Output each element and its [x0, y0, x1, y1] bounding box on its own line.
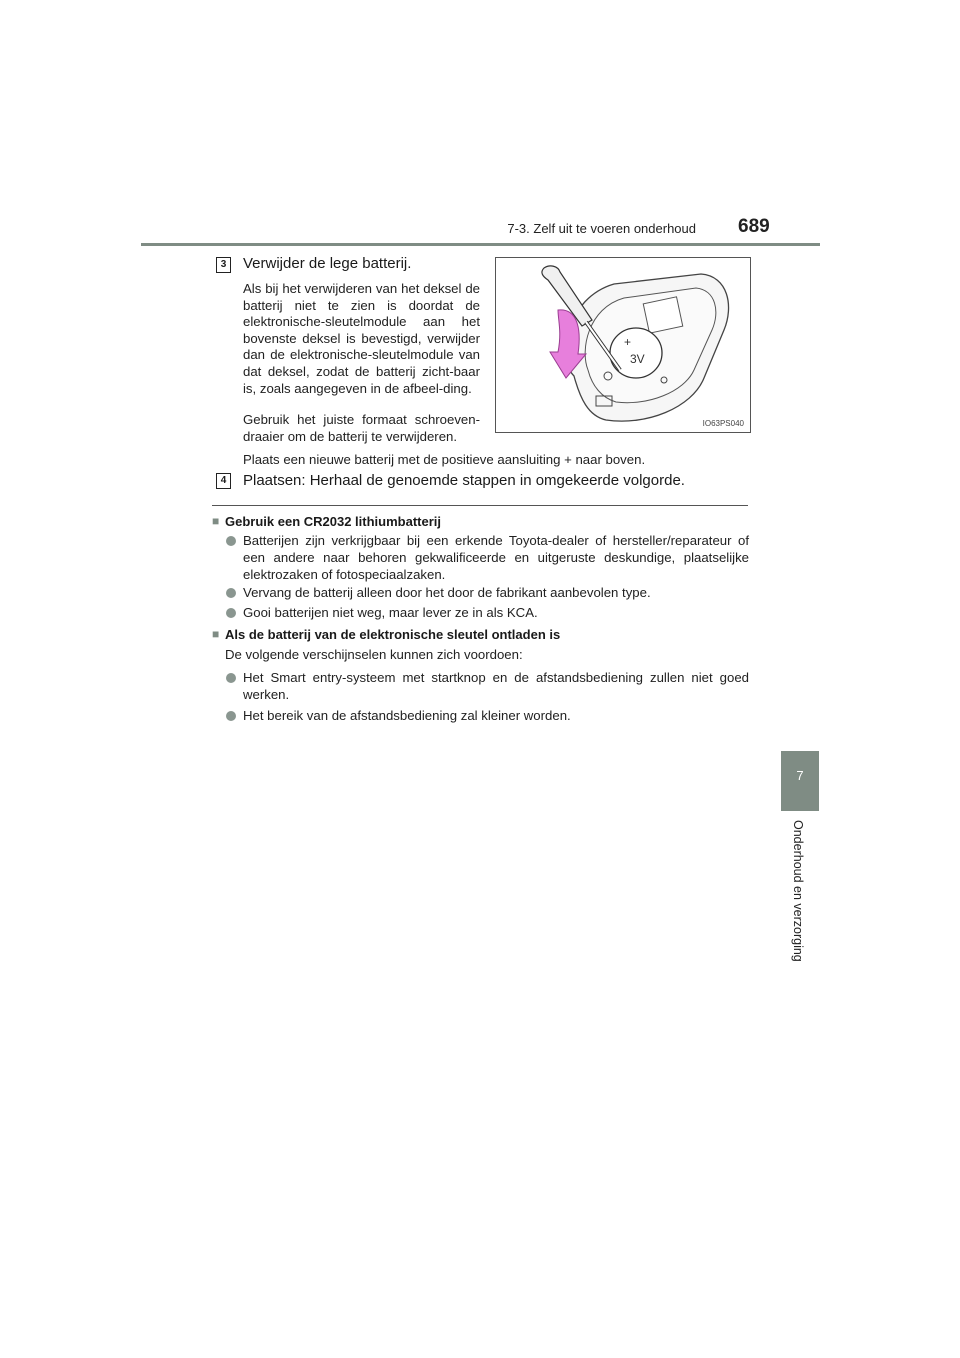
step-3-paragraph-3: Plaats een nieuwe batterij met de positieve aansluiting + naar boven.: [243, 452, 646, 467]
note-2-bullet: ■: [212, 627, 220, 641]
note-1-bullet: ■: [212, 514, 220, 528]
note-1-item-1: Batterijen zijn verkrijgbaar bij een erkende Toyota-dealer of hersteller/reparateur of een andere naar behoren gekwalificeerde en uitgeruste deskundige, plaatselijke elektrozaken of fotospeciaalzaken.: [243, 533, 749, 582]
note-2-item-1-bullet: [226, 673, 236, 683]
key-battery-illustration: [496, 258, 750, 432]
header-rule: [141, 243, 820, 246]
section-separator: [212, 505, 748, 506]
step-3-heading: Verwijder de lege batterij.: [243, 255, 412, 272]
chapter-number: 7: [796, 768, 804, 783]
note-1-item-3-bullet: [226, 608, 236, 618]
page-number: 689: [738, 216, 770, 237]
step-3-paragraph-2: Gebruik het juiste formaat schroeven-draaier om de batterij te verwijderen.: [243, 412, 480, 444]
step-number-4: 4: [216, 473, 231, 489]
figure-code: IO63PS040: [702, 419, 744, 428]
note-2-heading: Als de batterij van de elektronische sleutel ontladen is: [225, 627, 561, 642]
section-title: 7-3. Zelf uit te voeren onderhoud: [507, 221, 696, 236]
chapter-label: Onderhoud en verzorging: [791, 820, 805, 962]
note-1-item-3: Gooi batterijen niet weg, maar lever ze in als KCA.: [243, 605, 538, 620]
note-1-item-1-bullet: [226, 536, 236, 546]
step-4-heading: Plaatsen: Herhaal de genoemde stappen in omgekeerde volgorde.: [243, 472, 685, 489]
step-number-3: 3: [216, 257, 231, 273]
step-3-paragraph-1: Als bij het verwijderen van het deksel de batterij niet te zien is doordat de elektronische-sleutelmodule aan het bovenste deksel is bevestigd, verwijder dan de elektronische-sleutelmodule van dat deksel, zodat de batterij zicht-baar is, zoals aangegeven in de afbeel-ding.: [243, 281, 480, 396]
note-1-item-2-bullet: [226, 588, 236, 598]
note-2-item-1: Het Smart entry-systeem met startknop en de afstandsbediening zullen niet goed werken.: [243, 670, 749, 702]
note-2-intro: De volgende verschijnselen kunnen zich voordoen:: [225, 647, 523, 662]
battery-plus-label: +: [624, 335, 632, 349]
battery-voltage-label: 3V: [630, 352, 645, 366]
note-2-item-2-bullet: [226, 711, 236, 721]
note-2-item-2: Het bereik van de afstandsbediening zal kleiner worden.: [243, 708, 571, 723]
battery-removal-figure: [495, 257, 751, 433]
note-1-heading: Gebruik een CR2032 lithiumbatterij: [225, 514, 442, 529]
note-1-item-2: Vervang de batterij alleen door het door de fabrikant aanbevolen type.: [243, 585, 651, 600]
